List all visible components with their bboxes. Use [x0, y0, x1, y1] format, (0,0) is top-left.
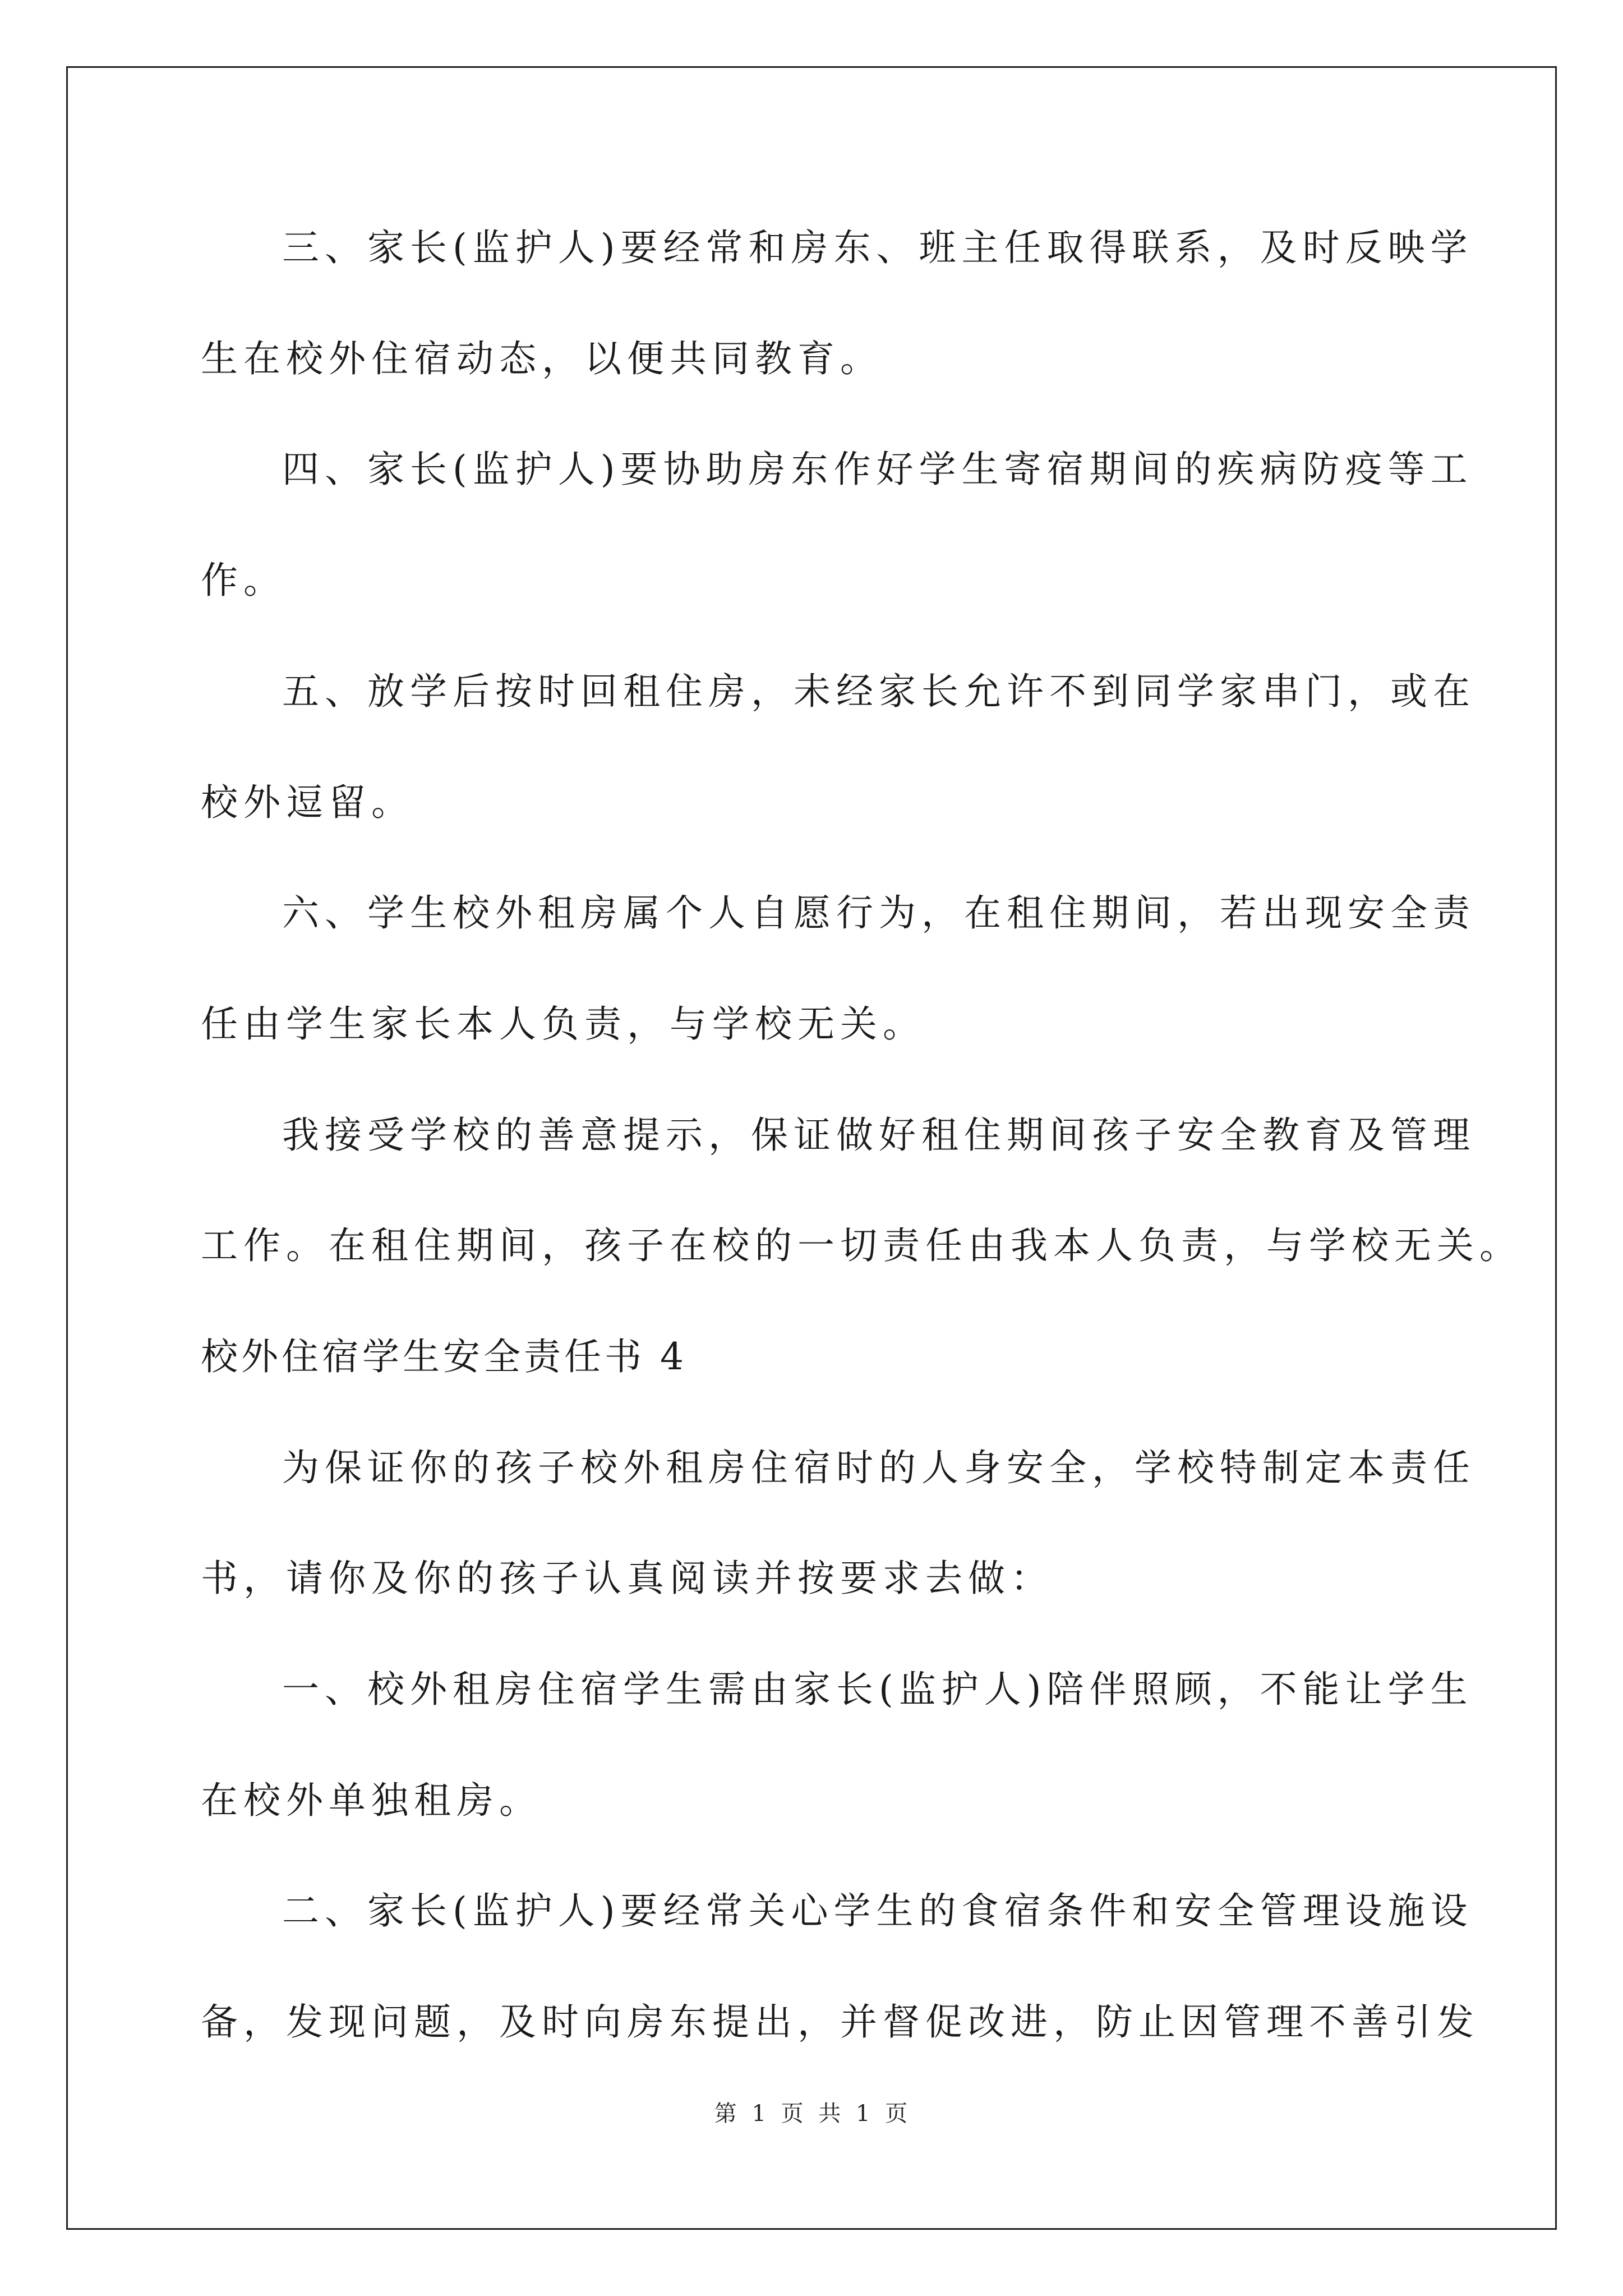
paragraph-line: 工作。在租住期间，孩子在校的一切责任由我本人负责，与学校无关。: [201, 1224, 1522, 1267]
page-indicator: 第 1 页 共 1 页: [714, 2101, 909, 2127]
paragraph-line: 任由学生家长本人负责，与学校无关。: [201, 1002, 925, 1046]
paragraph-line: 校外逗留。: [201, 781, 414, 824]
paragraph-line: 为保证你的孩子校外租房住宿时的人身安全，学校特制定本责任: [282, 1446, 1476, 1489]
paragraph-line: 书，请你及你的孩子认真阅读并按要求去做：: [201, 1557, 1053, 1600]
paragraph-line: 生在校外住宿动态，以便共同教育。: [201, 337, 883, 380]
paragraph-line: 作。: [201, 559, 286, 602]
paragraph-line: 三、家长(监护人)要经常和房东、班主任取得联系，及时反映学: [282, 226, 1473, 269]
paragraph-line: 五、放学后按时回租住房，未经家长允许不到同学家串门，或在: [282, 670, 1476, 713]
paragraph-line: 我接受学校的善意提示，保证做好租住期间孩子安全教育及管理: [282, 1114, 1476, 1157]
paragraph-line: 备，发现问题，及时向房东提出，并督促改进，防止因管理不善引发: [201, 2000, 1479, 2044]
paragraph-line: 四、家长(监护人)要协助房东作好学生寄宿期间的疾病防疫等工: [282, 448, 1473, 491]
paragraph-line: 一、校外租房住宿学生需由家长(监护人)陪伴照顾，不能让学生: [282, 1668, 1473, 1711]
section-heading: 校外住宿学生安全责任书 4: [201, 1335, 687, 1378]
paragraph-line: 六、学生校外租房属个人自愿行为，在租住期间，若出现安全责: [282, 891, 1476, 935]
paragraph-line: 在校外单独租房。: [201, 1779, 542, 1822]
paragraph-line: 二、家长(监护人)要经常关心学生的食宿条件和安全管理设施设: [282, 1889, 1473, 1932]
